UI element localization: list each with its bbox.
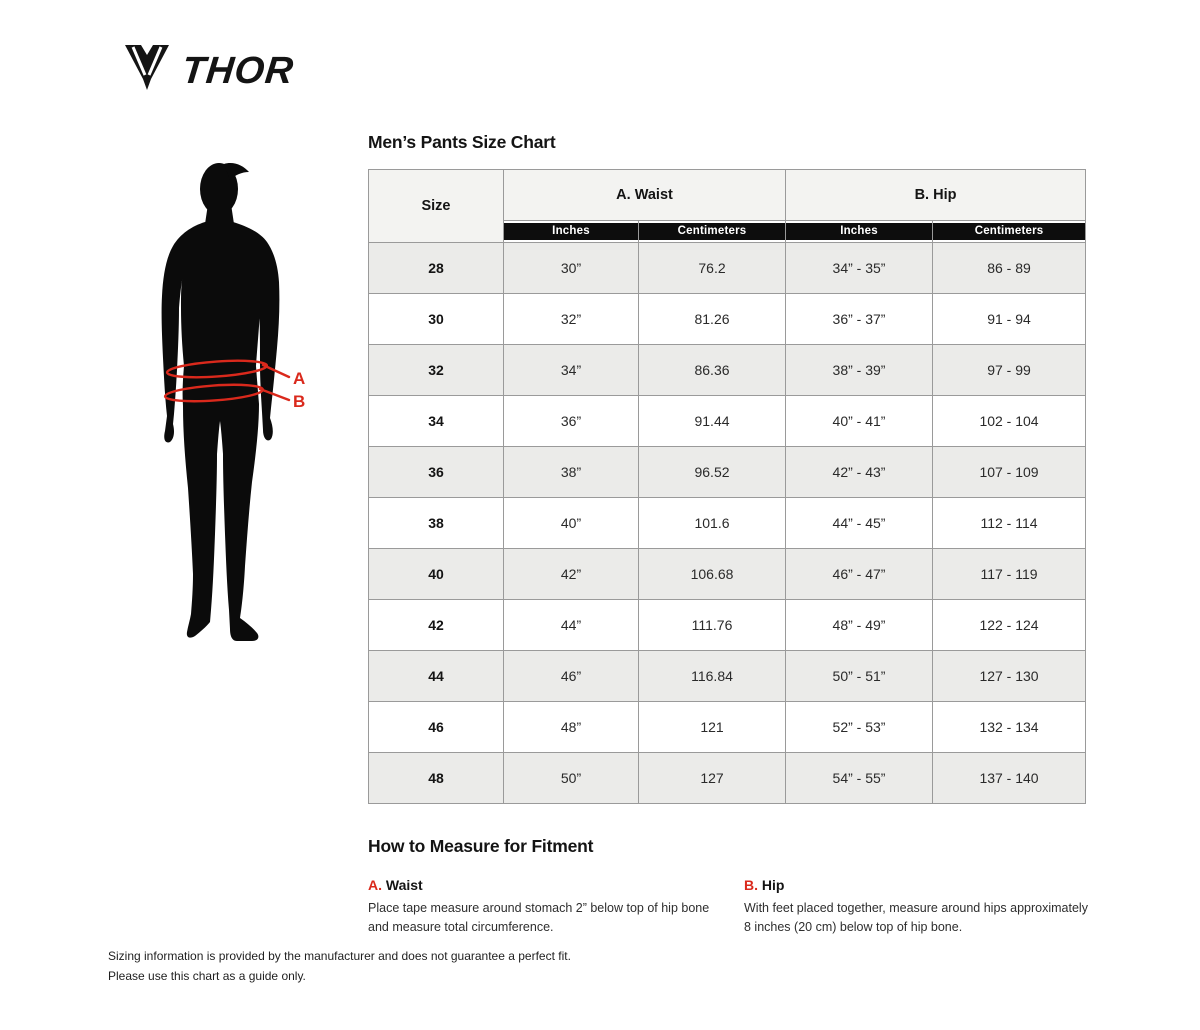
cell-size: 48 (369, 753, 504, 804)
unit-header-cell (504, 221, 639, 243)
cell-hip_in: 52” - 53” (786, 702, 933, 753)
how-to-measure-section (368, 836, 1088, 937)
cell-size: 40 (369, 549, 504, 600)
cell-waist_in: 30” (504, 243, 639, 294)
cell-waist_cm: 127 (639, 753, 786, 804)
cell-waist_in: 44” (504, 600, 639, 651)
size-chart-section (368, 132, 1085, 804)
column-header-size: Size (369, 170, 504, 243)
measure-text-waist: Place tape measure around stomach 2” below top of hip bone and measure total circumference. (368, 901, 710, 934)
cell-waist_cm: 106.68 (639, 549, 786, 600)
measure-name-waist: Waist (385, 877, 423, 893)
cell-waist_cm: 111.76 (639, 600, 786, 651)
cell-hip_cm: 97 - 99 (933, 345, 1086, 396)
size-row-40 (369, 549, 1086, 600)
cell-size: 42 (369, 600, 504, 651)
cell-hip_in: 34” - 35” (786, 243, 933, 294)
thor-horns-icon (124, 44, 170, 97)
size-row-30 (369, 294, 1086, 345)
cell-hip_cm: 91 - 94 (933, 294, 1086, 345)
page-title: Men’s Pants Size Chart (368, 132, 556, 152)
cell-hip_cm: 132 - 134 (933, 702, 1086, 753)
cell-waist_cm: 101.6 (639, 498, 786, 549)
cell-size: 34 (369, 396, 504, 447)
cell-hip_in: 50” - 51” (786, 651, 933, 702)
measure-name-hip: Hip (761, 877, 785, 893)
cell-hip_in: 46” - 47” (786, 549, 933, 600)
neck (205, 204, 234, 224)
measurement-figure (140, 158, 375, 663)
unit-header-cell (786, 221, 933, 243)
size-row-38 (369, 498, 1086, 549)
size-row-44 (369, 651, 1086, 702)
unit-header-cell (933, 221, 1086, 243)
cell-hip_cm: 86 - 89 (933, 243, 1086, 294)
cell-waist_cm: 86.36 (639, 345, 786, 396)
column-header-waist: A. Waist (504, 170, 786, 221)
cell-waist_in: 42” (504, 549, 639, 600)
cell-waist_cm: 81.26 (639, 294, 786, 345)
thor-wordmark: THOR (179, 49, 296, 92)
cell-size: 36 (369, 447, 504, 498)
size-chart-table (368, 169, 1086, 804)
cell-waist_in: 46” (504, 651, 639, 702)
unit-header-cell (639, 221, 786, 243)
cell-hip_in: 48” - 49” (786, 600, 933, 651)
cell-hip_in: 42” - 43” (786, 447, 933, 498)
hip-callout-label: B (293, 392, 306, 411)
cell-hip_cm: 127 - 130 (933, 651, 1086, 702)
cell-waist_in: 32” (504, 294, 639, 345)
cell-waist_cm: 116.84 (639, 651, 786, 702)
cell-size: 38 (369, 498, 504, 549)
cell-hip_in: 38” - 39” (786, 345, 933, 396)
cell-waist_cm: 121 (639, 702, 786, 753)
cell-waist_cm: 76.2 (639, 243, 786, 294)
measure-item-waist (368, 877, 744, 937)
cell-size: 46 (369, 702, 504, 753)
cell-waist_in: 34” (504, 345, 639, 396)
cell-size: 30 (369, 294, 504, 345)
cell-hip_in: 54” - 55” (786, 753, 933, 804)
cell-size: 32 (369, 345, 504, 396)
measure-letter-b: B. (744, 877, 758, 893)
male-silhouette (162, 163, 280, 641)
size-row-36 (369, 447, 1086, 498)
cell-hip_cm: 112 - 114 (933, 498, 1086, 549)
size-row-28 (369, 243, 1086, 294)
unit-header-hip-centimeters: Centimeters (933, 223, 1085, 240)
cell-hip_in: 36” - 37” (786, 294, 933, 345)
measure-item-hip (744, 877, 1088, 937)
size-row-32 (369, 345, 1086, 396)
disclaimer-line-2: Please use this chart as a guide only. (108, 969, 306, 984)
thor-logo (124, 44, 294, 97)
unit-header-hip-inches: Inches (786, 223, 932, 240)
cell-size: 44 (369, 651, 504, 702)
cell-hip_cm: 122 - 124 (933, 600, 1086, 651)
column-header-hip: B. Hip (786, 170, 1086, 221)
how-to-measure-title: How to Measure for Fitment (368, 836, 594, 856)
cell-waist_in: 38” (504, 447, 639, 498)
disclaimer-line-1: Sizing information is provided by the manufacturer and does not guarantee a perfect fit. (108, 949, 571, 963)
cell-size: 28 (369, 243, 504, 294)
cell-waist_in: 36” (504, 396, 639, 447)
waist-callout-label: A (293, 369, 306, 388)
measure-text-hip: With feet placed together, measure around hips approximately 8 inches (20 cm) below top of hip bone. (744, 901, 1088, 934)
cell-hip_cm: 107 - 109 (933, 447, 1086, 498)
size-table-body (369, 243, 1086, 804)
cell-hip_in: 44” - 45” (786, 498, 933, 549)
measure-letter-a: A. (368, 877, 382, 893)
body (162, 222, 280, 641)
cell-hip_cm: 117 - 119 (933, 549, 1086, 600)
size-row-42 (369, 600, 1086, 651)
disclaimer (108, 946, 571, 987)
cell-hip_in: 40” - 41” (786, 396, 933, 447)
unit-header-waist-inches: Inches (504, 223, 638, 240)
group-header-row (369, 170, 1086, 221)
size-row-48 (369, 753, 1086, 804)
unit-header-waist-centimeters: Centimeters (639, 223, 785, 240)
cell-waist_in: 50” (504, 753, 639, 804)
size-row-46 (369, 702, 1086, 753)
cell-hip_cm: 137 - 140 (933, 753, 1086, 804)
size-row-34 (369, 396, 1086, 447)
cell-waist_in: 48” (504, 702, 639, 753)
cell-waist_cm: 96.52 (639, 447, 786, 498)
cell-waist_cm: 91.44 (639, 396, 786, 447)
cell-waist_in: 40” (504, 498, 639, 549)
cell-hip_cm: 102 - 104 (933, 396, 1086, 447)
